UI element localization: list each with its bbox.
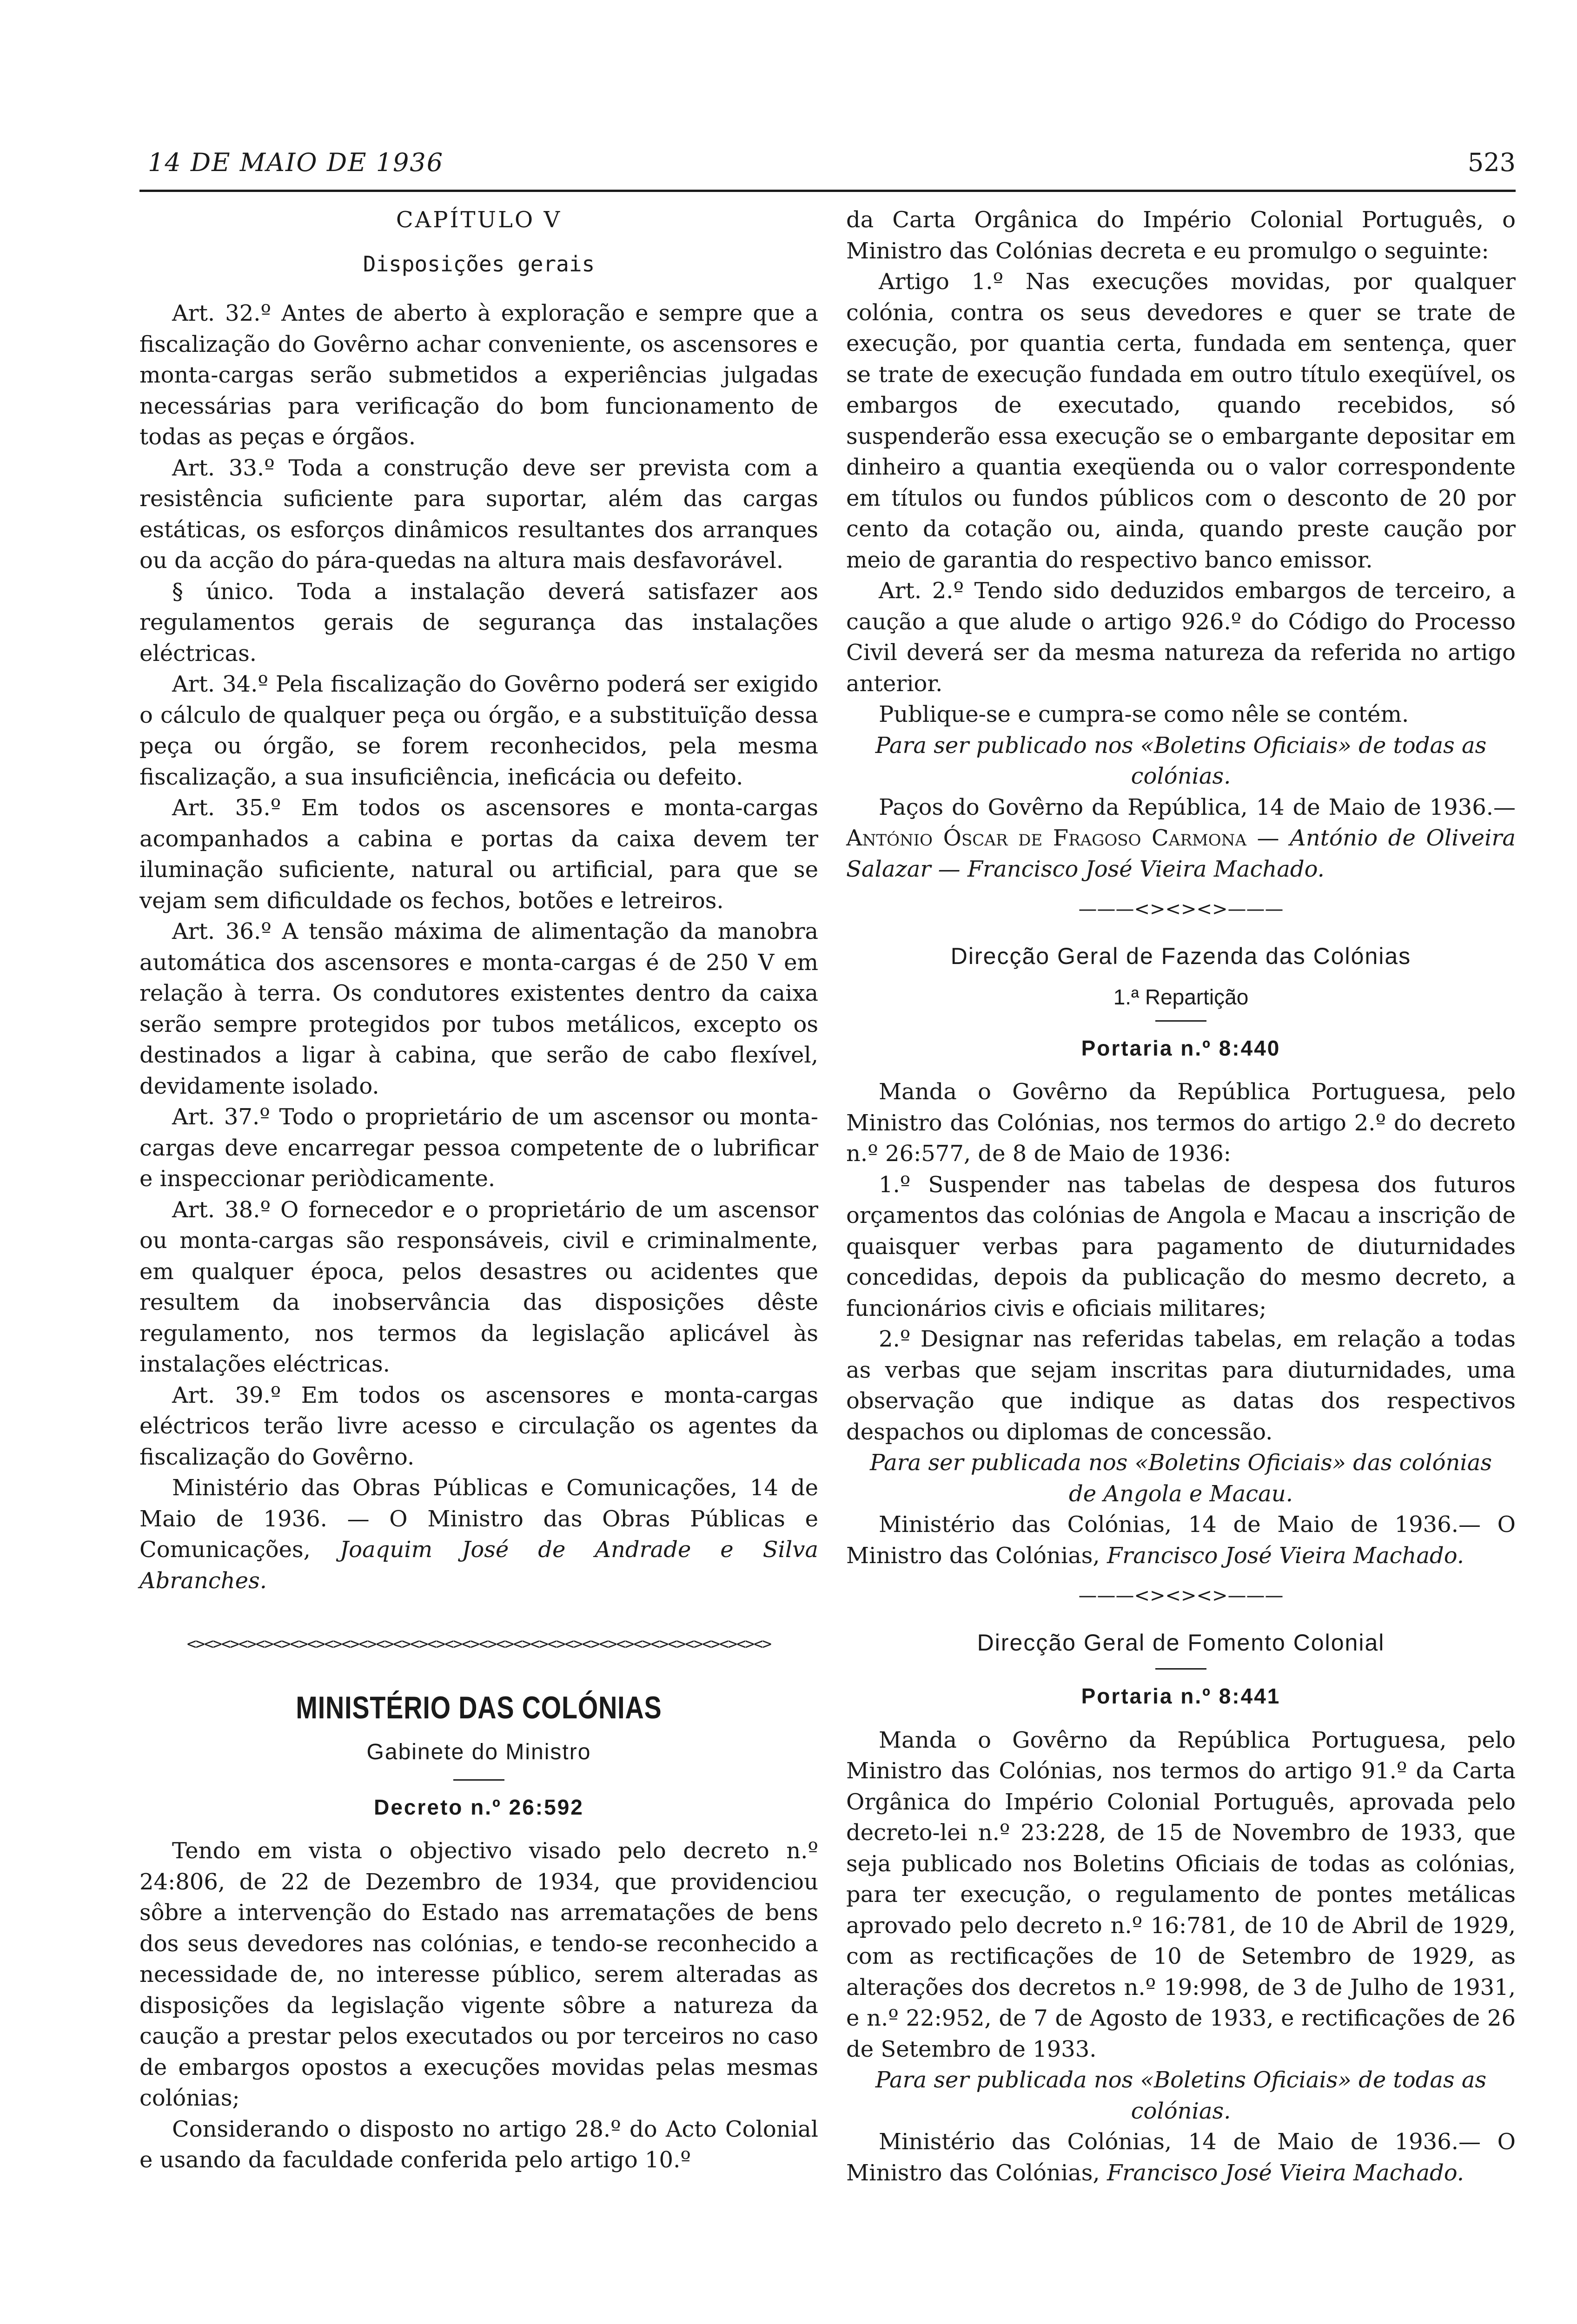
article-38: Art. 38.º O fornecedor e o proprietário de um ascensor ou monta-cargas são responsáveis, civil e criminalmente, em qualquer época, pelos desastres ou acidentes que resultem da inobservância das disposições dêste regulamento, nos termos da legislação aplicável às instalações eléctricas. xyxy=(139,1196,818,1377)
article-33: Art. 33.º Toda a construção deve ser prevista com a resistência suficiente para suportar, além das cargas estáticas, os esforços dinâmicos resultantes dos arranques ou da acção do pára-quedas na altura mais desfavorável. xyxy=(139,455,818,574)
short-rule xyxy=(1155,1020,1206,1022)
signature-president: António Óscar de Fragoso Carmona xyxy=(846,825,1246,851)
left-column xyxy=(139,205,818,2176)
decree-title: Decreto n.º 26:592 xyxy=(374,1795,584,1819)
closing-statement xyxy=(139,1472,818,1596)
portaria-preamble: Manda o Govêrno da República Portuguesa, pelo Ministro das Colónias, nos termos do artigo 2.º do decreto n.º 26:577, de 8 de Maio de 1936: xyxy=(846,1079,1516,1167)
decree-continuation: da Carta Orgânica do Império Colonial Português, o Ministro das Colónias decreta e eu promulgo o seguinte: xyxy=(846,207,1516,264)
department-heading-fazenda: Direcção Geral de Fazenda das Colónias xyxy=(950,943,1411,969)
ornamental-divider: <><><><><><><><><><><><><><><><><><><><><><><><><><><><><><><><><><> xyxy=(187,1635,771,1653)
publish-order: Publique-se e cumpra-se como nêle se contém. xyxy=(879,701,1409,727)
decree-artigo-1: Artigo 1.º Nas execuções movidas, por qualquer colónia, contra os seus devedores e quer se trate de execução, por quantia certa, fundada em sentença, quer se trate de execução fundada em outro título exeqüível, os embargos de executado, quando recebidos, só suspenderão essa execução se o embargante depositar em dinheiro a quantia exeqüenda ou o valor correspondente em títulos ou fundos públicos com o desconto de 20 por cento da cotação ou, ainda, quando preste caução por meio de garantia do respectivo banco emissor. xyxy=(846,269,1516,573)
portaria-item-1: 1.º Suspender nas tabelas de despesa dos futuros orçamentos das colónias de Angola e Macau a inscrição de quaisquer verbas para pagamento de diuturnidades concedidas, depois da publicação do mesmo decreto, a funcionários civis e oficiais militares; xyxy=(846,1171,1516,1321)
publication-note: Para ser publicada nos «Boletins Oficiais» de todas as colónias. xyxy=(875,2067,1487,2124)
portaria-closing xyxy=(846,1509,1516,1571)
article-37: Art. 37.º Todo o proprietário de um ascensor ou monta-cargas deve encarregar pessoa competente de o lubrificar e inspeccionar periòdicamente. xyxy=(139,1104,818,1192)
portaria-item-2: 2.º Designar nas referidas tabelas, em relação a todas as verbas que sejam inscritas para diuturnidades, uma observação que indique as datas dos respectivos despachos ou diplomas de concessão. xyxy=(846,1326,1516,1445)
publication-note: Para ser publicado nos «Boletins Oficiais» de todas as colónias. xyxy=(875,732,1487,789)
closing-signature: Francisco José Vieira Machado. xyxy=(1107,2159,1464,2186)
article-33-paragraph: § único. Toda a instalação deverá satisfazer aos regulamentos gerais de segurança das instalações eléctricas. xyxy=(139,578,818,667)
article-34: Art. 34.º Pela fiscalização do Govêrno poderá ser exigido o cálculo de qualquer peça ou órgão, e a substituïção dessa peça ou órgão, se forem reconhecidos, pela mesma fiscalização, a sua insuficiência, ineficácia ou defeito. xyxy=(139,671,818,790)
closing-text: Ministério das Obras Públicas e Comunicações, 14 de Maio de 1936. — O Ministro das Obras Públicas e Comunicações, xyxy=(139,1475,818,1563)
small-ornament: ———<><><>——— xyxy=(1078,898,1284,920)
small-ornament: ———<><><>——— xyxy=(1078,1585,1284,1606)
article-39: Art. 39.º Em todos os ascensores e monta-cargas eléctricos terão livre acesso e circulação os agentes da fiscalização do Govêrno. xyxy=(139,1382,818,1470)
article-36: Art. 36.º A tensão máxima de alimentação da manobra automática dos ascensores e monta-cargas é de 250 V em relação à terra. Os condutores existentes dentro da caixa serão sempre protegidos por tubos metálicos, excepto os destinados a ligar à cabina, que serão de cabo flexível, devidamente isolado. xyxy=(139,918,818,1099)
signature-place-date: Paços do Govêrno da República, 14 de Maio de 1936.— xyxy=(879,794,1516,820)
decree-preamble: Tendo em vista o objectivo visado pelo decreto n.º 24:806, de 22 de Dezembro de 1934, que providenciou sôbre a intervenção do Estado nas arrematações de bens dos seus devedores nas colónias, e tendo-se reconhecido a necessidade de, no interesse público, serem alteradas as disposições da legislação vigente sôbre a natureza da caução a prestar pelos executados ou por terceiros no caso de embargos opostos a execuções movidas pelas mesmas colónias; xyxy=(139,1838,818,2111)
decree-artigo-2: Art. 2.º Tendo sido deduzidos embargos de terceiro, a caução a que alude o artigo 926.º do Código do Processo Civil deverá ser da mesma natureza da referida no artigo anterior. xyxy=(846,578,1516,697)
closing-signature: Francisco José Vieira Machado. xyxy=(1107,1542,1464,1569)
chapter-heading: CAPÍTULO V xyxy=(396,207,562,233)
portaria-body: Manda o Govêrno da República Portuguesa, pelo Ministro das Colónias, nos termos do artigo 91.º da Carta Orgânica do Império Colonial Português, aprovada pelo decreto-lei n.º 23:228, de 15 de Novembro de 1933, que seja publicado nos Boletins Oficiais de todas as colónias, para ter execução, o regulamento de pontes metálicas aprovado pelo decreto n.º 16:781, de 10 de Abril de 1929, com as rectificações de 10 de Setembro de 1929, as alterações dos decretos n.º 19:998, de 3 de Julho de 1931, e n.º 22:952, de 7 de Agosto de 1933, e rectificações de 26 de Setembro de 1933. xyxy=(846,1727,1516,2062)
portaria-closing xyxy=(846,2126,1516,2188)
right-column xyxy=(846,205,1516,2188)
portaria-title: Portaria n.º 8:440 xyxy=(1081,1036,1281,1060)
closing-text: Ministério das Colónias, 14 de Maio de 1936.— O Ministro das Colónias, xyxy=(846,2129,1516,2186)
signature-ministers: António de Oliveira Salazar — Francisco José Vieira Machado. xyxy=(846,825,1516,882)
section-heading: Disposições gerais xyxy=(363,251,595,277)
portaria-title: Portaria n.º 8:441 xyxy=(1081,1684,1281,1708)
article-35: Art. 35.º Em todos os ascensores e monta-cargas acompanhados a cabina e portas da caixa devem ter iluminação suficiente, natural ou artificial, para que se vejam sem dificuldade os fechos, botões e letreiros. xyxy=(139,795,818,914)
publication-note: Para ser publicada nos «Boletins Oficiais» das colónias de Angola e Macau. xyxy=(869,1450,1492,1507)
decree-signatures xyxy=(846,792,1516,885)
department-heading-fomento: Direcção Geral de Fomento Colonial xyxy=(977,1629,1385,1656)
article-32: Art. 32.º Antes de aberto à exploração e sempre que a fiscalização do Govêrno achar conveniente, os ascensores e monta-cargas serão submetidos a experiências julgadas necessárias para verificação do bom funcionamento de todas as peças e órgãos. xyxy=(139,300,818,450)
decree-considerando: Considerando o disposto no artigo 28.º do Acto Colonial e usando da faculdade conferida pelo artigo 10.º xyxy=(139,2116,818,2173)
page-number: 523 xyxy=(1467,148,1516,177)
signature-separator: — xyxy=(1246,825,1290,851)
repartition-heading: 1.ª Repartição xyxy=(1113,985,1249,1009)
closing-signature: Joaquim José de Andrade e Silva Abranches. xyxy=(139,1537,818,1594)
header-rule xyxy=(139,190,1516,192)
ministry-heading: MINISTÉRIO DAS COLÓNIAS xyxy=(296,1690,662,1725)
short-rule xyxy=(453,1779,504,1781)
short-rule xyxy=(1155,1668,1206,1670)
running-head-date: 14 DE MAIO DE 1936 xyxy=(148,148,444,177)
closing-text: Ministério das Colónias, 14 de Maio de 1936.— O Ministro das Colónias, xyxy=(846,1512,1516,1569)
cabinet-heading: Gabinete do Ministro xyxy=(366,1740,591,1764)
